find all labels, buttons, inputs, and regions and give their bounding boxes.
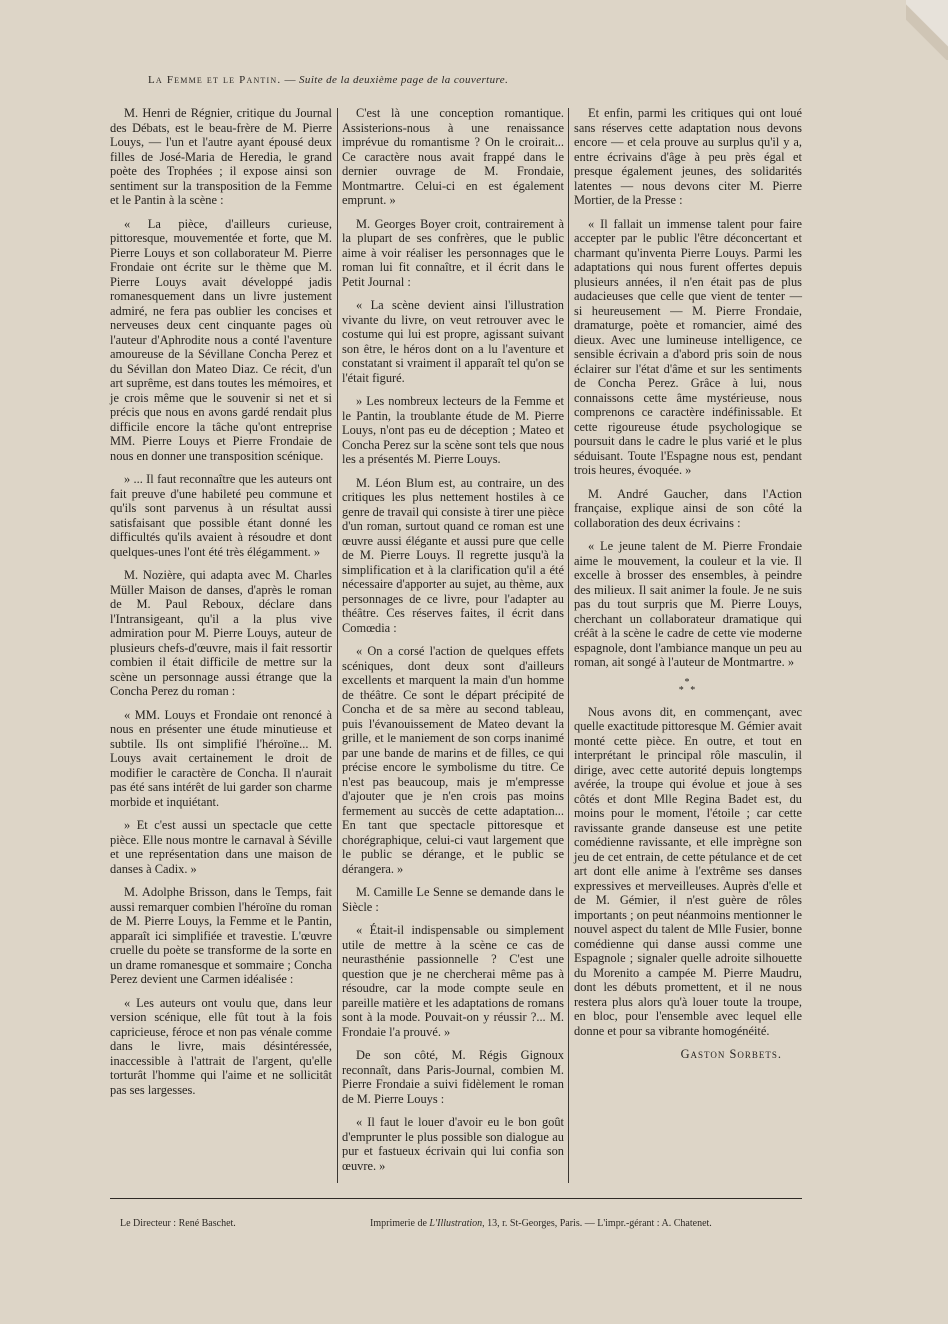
column-divider [337, 108, 338, 1183]
footer-printer [370, 1218, 712, 1229]
paragraph: M. Nozière, qui adapta avec M. Charles Müller Maison de danses, d'après le roman de M. Paul Reboux, déclare dans l'Intransigeant, qu'il a la plus vive admiration pour M. Pierre Louys, auteur de plusieurs chefs-d'œuvre, mais il fait ressortir combien il était difficile de mettre sur la scène un personnage aussi étrange que la Concha Perez du roman : [110, 568, 332, 698]
paragraph: M. André Gaucher, dans l'Action française, explique ainsi de son côté la collaboration des deux écrivains : [574, 486, 802, 530]
footer-rule [110, 1198, 802, 1199]
header-title: La Femme et le Pantin. [148, 74, 282, 86]
paragraph: M. Georges Boyer croit, contrairement à la plupart de ses confrères, que le public aime à voir réaliser les personnages que le roman lui fit connaître, et il écrit dans le Petit Journal : [342, 216, 564, 289]
paragraph: De son côté, M. Régis Gignoux reconnaît, dans Paris-Journal, combien M. Pierre Frondaie a suivi fidèlement le roman de M. Pierre Louys : [342, 1048, 564, 1106]
author-signature: Gaston Sorbets. [680, 1047, 782, 1061]
column-2 [342, 106, 564, 1182]
paragraph: « La scène devient ainsi l'illustration vivante du livre, on veut retrouver avec le costume qui lui est propre, agissant suivant son être, le héros dont on a lu l'aventure et constatant si vraiment il apparaît tel qu'on se l'était figuré. [342, 298, 564, 385]
paragraph: « MM. Louys et Frondaie ont renoncé à nous en présenter une étude minutieuse et subtile. Ils ont simplifié l'héroïne... M. Louys avait certainement le droit de modifier le caractère de Concha. Il n'aurait pas été sans intérêt de lui garder son charme morbide et inquiétant. [110, 707, 332, 809]
paragraph: « Était-il indispensable ou simplement utile de mettre à la scène ce cas de neurasthénie passionnelle ? C'est une question que je ne chercherai même pas à résoudre, car la mode compte seule en pareille matière et les adaptations de romans sont à la mode. Pouvait-on y réussir ?... M. Frondaie l'a prouvé. » [342, 923, 564, 1039]
footer-printer-a: Imprimerie de [370, 1218, 430, 1229]
header-dash: — [281, 74, 300, 86]
paragraph: M. Henri de Régnier, critique du Journal des Débats, est le beau-frère de M. Pierre Louys, — l'un et l'autre ayant épousé deux filles de José-Maria de Heredia, le grand poète des Trophées ; il expose ainsi son sentiment sur la transposition de la Femme et le Pantin à la scène : [110, 106, 332, 207]
running-header [148, 74, 508, 86]
column-divider [568, 108, 569, 1183]
paragraph: « La pièce, d'ailleurs curieuse, pittoresque, mouvementée et forte, que M. Pierre Louys et son collaborateur M. Pierre Frondaie ont écrite sur le thème que M. Pierre Louys avait développé jadis romanesquement dans un livre justement admiré, ne fera pas oublier les concises et nerveuses deux cent cinquante pages où l'auteur d'Aphrodite nous a conté l'aventure amoureuse de la Sévillane Concha Perez et du Sévillan don Mateo Diaz. Ce récit, d'un art suprême, est dans toutes les mémoires, et je crois même que le souvenir si net et si précis que nous en avons gardé rendait plus difficile encore la tâche qu'ont entreprise MM. Pierre Louys et Pierre Frondaie de nous en donner une transposition scénique. [110, 216, 332, 463]
footer-printer-c: , 13, r. St-Georges, Paris. — L'impr.-gérant : A. Chatenet. [482, 1218, 712, 1229]
section-asterism [574, 676, 802, 696]
column-3 [574, 106, 802, 1062]
footer-director: Le Directeur : René Baschet. [120, 1218, 236, 1229]
paragraph: C'est là une conception romantique. Assisterions-nous à une renaissance imprévue du romantisme ? On le croirait... Ce caractère nous avait frappé dans le dernier ouvrage de M. Frondaie, Montmartre. Celui-ci en est également emprunt. » [342, 106, 564, 207]
paragraph: » Et c'est aussi un spectacle que cette pièce. Elle nous montre le carnaval à Séville et une représentation dans une maison de danses à Cadix. » [110, 818, 332, 876]
paragraph: Et enfin, parmi les critiques qui ont loué sans réserves cette adaptation nous devons encore — et cela prouve au surplus qu'il y a, entre écrivains d'âge à peu près égal et presque également jeunes, des solidarités latentes — nous devons citer M. Pierre Mortier, de la Presse : [574, 106, 802, 207]
paragraph: « Le jeune talent de M. Pierre Frondaie aime le mouvement, la couleur et la vie. Il excelle à brosser des ensembles, à peindre des milieux. Il sait animer la foule. Je ne suis pas du tout surpris que M. Pierre Louys, cherchant un collaborateur dramatique qui créât à la scène le cadre de cette vie moderne espagnole, dont l'ambiance manque un peu au roman, ait songé à l'auteur de Montmartre. » [574, 539, 802, 669]
paragraph: M. Adolphe Brisson, dans le Temps, fait aussi remarquer combien l'héroïne du roman de M. Pierre Louys, la Femme et le Pantin, apparaît ici simplifiée et travestie. L'œuvre cruelle du poète se transforme de la sorte en un drame romanesque et sommaire ; Concha Perez devient une Carmen idéalisée : [110, 885, 332, 986]
footer-printer-b: L'Illustration [429, 1218, 483, 1229]
paragraph: M. Camille Le Senne se demande dans le Siècle : [342, 885, 564, 914]
asterism-bottom: * * [678, 684, 698, 696]
asterism-top: * [684, 676, 692, 688]
paragraph: « On a corsé l'action de quelques effets scéniques, dont deux sont d'ailleurs excellents et marquent la main d'un homme de théâtre. Ce sont le départ précipité de Concha et de sa mère au second tableau, puis l'évanouissement de Mateo devant la grille, et le maniement de son corps inanimé par une bande de marins et de filles, ce qui précise encore le symbolisme du titre. Ce n'est pas beaucoup, mais je m'empresse d'ajouter que je n'en crois pas moins fermement au succès de cette adaptation... En tant que spectacle pittoresque et chorégraphique, celui-ci vaut largement que le public se dérange, et le public se dérangera. » [342, 644, 564, 876]
paragraph: « Il faut le louer d'avoir eu le bon goût d'emprunter le plus possible son dialogue au pur et fastueux écrivain qui lui confia son œuvre. » [342, 1115, 564, 1173]
paragraph: » Les nombreux lecteurs de la Femme et le Pantin, la troublante étude de M. Pierre Louys, n'ont pas eu de déception ; Mateo et Concha Perez sur la scène sont tels que nous les a présentés M. Pierre Louys. [342, 394, 564, 466]
column-1 [110, 106, 332, 1106]
paragraph: « Il fallait un immense talent pour faire accepter par le public l'être déconcertant et charmant qu'inventa Pierre Louys. Parmi les adaptations qui nous furent offertes depuis plusieurs années, il n'en était pas de plus audacieuses que celle que vient de tenter — si heureusement — M. Pierre Frondaie, dramaturge, poète et romancier, aimé des dieux. Avec une lumineuse intelligence, ce sensible écrivain a d'abord pris soin de nous éclairer sur l'état d'âme et sur les sentiments de Concha Perez. Grâce à lui, nous connaissons cette âme mystérieuse, nous comprenons ce caractère indéfinissable. Et cette rigoureuse étude psychologique se poursuit dans le cadre le plus varié et le plus séduisant. Toute l'Espagne nous est, pendant trois heures, évoquée. » [574, 216, 802, 477]
paragraph: M. Léon Blum est, au contraire, un des critiques les plus nettement hostiles à ce genre de travail qui consiste à tirer une pièce d'un roman, surtout quand ce roman est une œuvre aussi élégante et aussi pure que celle de M. Pierre Louys. Il regrette jusqu'à la simplification et à la clarification qu'il a été nécessaire d'apporter au sujet, au thème, aux personnages de ce livre, pour l'adapter au théâtre. Ces réserves faites, il écrit dans Comœdia : [342, 475, 564, 635]
paragraph: » ... Il faut reconnaître que les auteurs ont fait preuve d'une habileté peu commune et qu'ils sont parvenus à un résultat aussi satisfaisant que possible étant donné les difficultés qu'ils avaient à résoudre et dont quelques-unes l'ont été très élégamment. » [110, 472, 332, 559]
paragraph: « Les auteurs ont voulu que, dans leur version scénique, elle fût tout à la fois capricieuse, féroce et non pas vénale comme dans le livre, mais désintéressée, inaccessible à l'attrait de l'argent, qu'elle torturât l'homme qui l'aime et ne sollicitât pas ses largesses. [110, 995, 332, 1097]
header-continuation: Suite de la deuxième page de la couverture. [299, 74, 509, 86]
paragraph: Nous avons dit, en commençant, avec quelle exactitude pittoresque M. Gémier avait monté cette pièce. En outre, et tout en interprétant le principal rôle masculin, il dirige, avec cette autorité depuis longtemps avérée, la troupe qui évolue et joue à ses côtés et dont Mlle Regina Badet est, du moins pour le moment, l'étoile ; car cette ravissante grande danseuse est une petite comédienne ravissante, et elle imprègne son jeu de cet entrain, de cette pétulance et de cet art dont elle anime à l'extrême ses danses expressives et merveilleuses. Auprès d'elle et de M. Gémier, il n'est guère de rôles importants ; on peut néanmoins mentionner le nouvel aspect du talent de Mlle Fusier, bonne comédienne qui danse aussi comme une Espagnole ; signaler quelle adroite silhouette du Morenito a campée M. Pierre Maudru, dont les débuts promettent, et il ne nous restera plus alors qu'à louer toute la troupe, en bloc, pour l'ensemble avec lequel elle donne et pour sa vibrante homogénéité. [574, 704, 802, 1038]
